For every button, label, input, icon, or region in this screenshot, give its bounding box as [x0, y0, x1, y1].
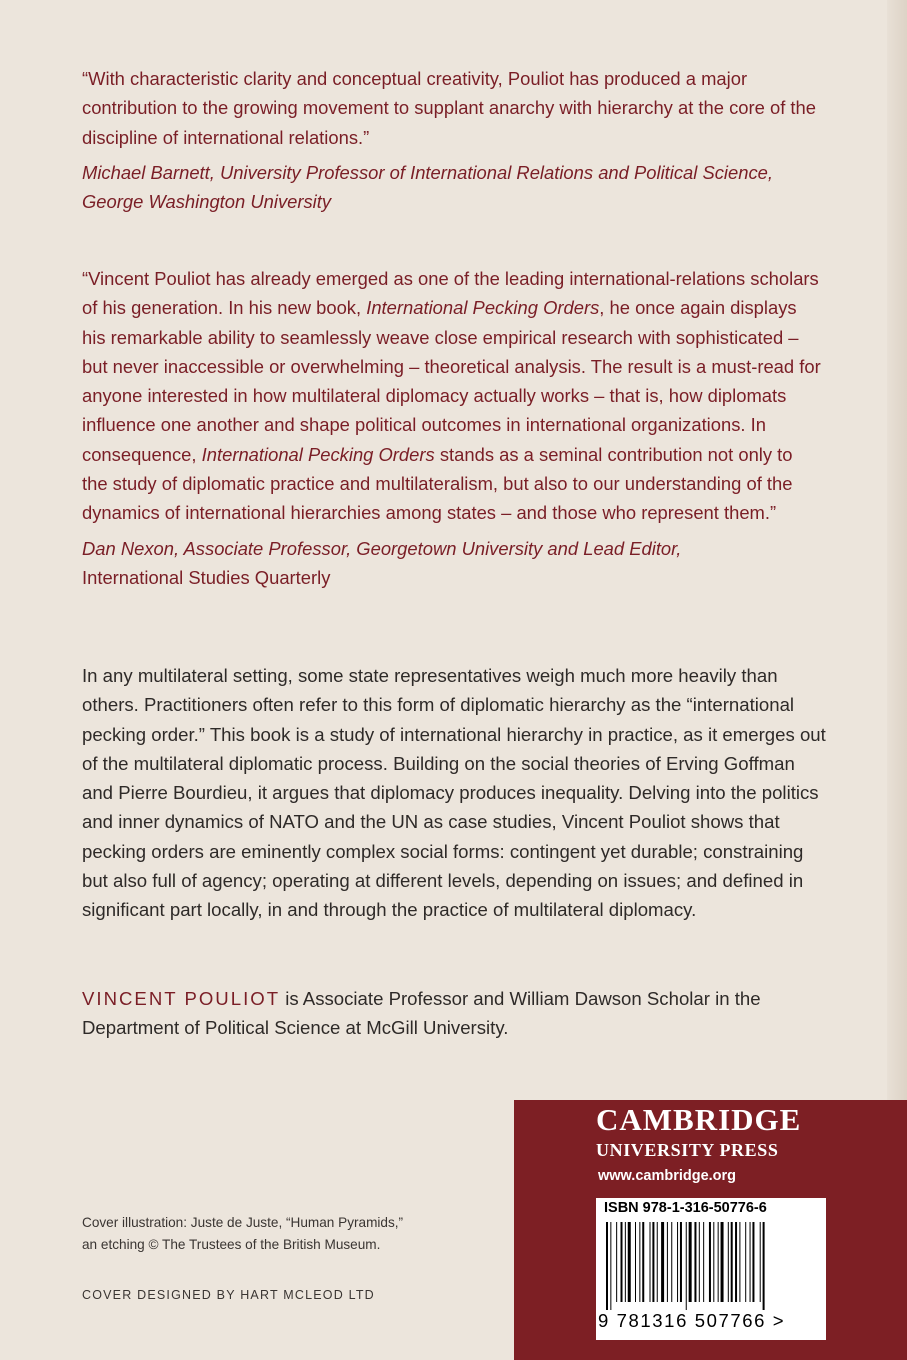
barcode-bar	[689, 1222, 692, 1302]
barcode-bar	[703, 1222, 704, 1302]
endorsement-2	[82, 264, 822, 592]
barcode-bar	[639, 1222, 640, 1302]
barcode-bar	[760, 1222, 761, 1302]
cover-illustration-credit: Cover illustration: Juste de Juste, “Human Pyramids,” an etching © The Trustees of the British Museum.	[82, 1215, 404, 1252]
barcode-bar	[625, 1222, 626, 1302]
barcode-bar	[713, 1222, 714, 1302]
barcode-bar	[739, 1222, 740, 1302]
endorsement-1	[82, 64, 822, 216]
barcode-bar	[677, 1222, 678, 1302]
cover-designer-credit: COVER DESIGNED BY HART MCLEOD LTD	[82, 1288, 375, 1302]
barcode-bar	[694, 1222, 696, 1302]
barcode-bar	[661, 1222, 664, 1302]
barcode-bar	[718, 1222, 719, 1302]
barcode-bar	[709, 1222, 711, 1302]
barcode-bar	[752, 1222, 754, 1302]
barcode-digits: 9 781316 507766 >	[598, 1310, 786, 1331]
author-name: VINCENT POULIOT	[82, 988, 281, 1009]
book-description: In any multilateral setting, some state representatives weigh much more heavily than others. Practitioners often refer to this form of diplomatic hierarchy as the “international pecking order.” This book is a study of international hierarchy in practice, as it emerges out of the multilateral diplomatic process. Building on the social theories of Erving Goffman and Pierre Bourdieu, it argues that diplomacy produces inequality. Delving into the politics and inner dynamics of NATO and the UN as case studies, Vincent Pouliot shows that pecking orders are eminently complex social forms: contingent yet durable; constraining but also full of agency; operating at different levels, depending on issues; and defined in significant part locally, in and through the practice of multilateral diplomacy.	[82, 665, 826, 921]
barcode-bar	[728, 1222, 729, 1302]
barcode-bar	[745, 1222, 746, 1302]
barcode-bar	[616, 1222, 617, 1302]
barcode-bar	[667, 1222, 668, 1302]
barcode-bar	[642, 1222, 644, 1302]
endorsement-attribution: Dan Nexon, Associate Professor, Georgetown University and Lead Editor, International Studies Quarterly	[82, 537, 682, 588]
endorsement-attribution: Michael Barnett, University Professor of International Relations and Political Science, George Washington University	[82, 161, 774, 213]
barcode-bar	[686, 1222, 687, 1310]
barcode-bar	[750, 1222, 751, 1302]
endorsement-quote: “Vincent Pouliot has already emerged as one of the leading international-relations scholars of his generation. In his new book, International Pecking Orders, he once again displays his remarkable ability to seamlessly weave close empirical research with sophisticated – but never inaccessible or overwhelming – theoretical analysis. The result is a must-read for anyone interested in how multilateral diplomacy actually works – that is, how diplomats influence one another and shape political outcomes in international organizations. In consequence, International Pecking Orders stands as a seminal contribution not only to the study of diplomatic practice and multilateralism, but also to our understanding of the dynamics of international hierarchies among states – and those who represent them.”	[82, 268, 821, 524]
barcode-bar	[699, 1222, 700, 1302]
author-bio: VINCENT POULIOT is Associate Professor and William Dawson Scholar in the Department of Political Science at McGill University.	[82, 988, 761, 1039]
barcode-bar	[671, 1222, 672, 1302]
barcode-bar	[650, 1222, 651, 1302]
barcode-bars	[606, 1222, 816, 1310]
barcode-bar	[610, 1222, 611, 1310]
publisher-name: CAMBRIDGE	[596, 1102, 802, 1137]
barcode-bar	[635, 1222, 636, 1302]
publisher-block	[514, 1100, 907, 1360]
barcode-bar	[657, 1222, 658, 1302]
barcode-bar	[621, 1222, 623, 1302]
barcode-bar	[763, 1222, 765, 1310]
isbn-barcode	[596, 1198, 826, 1340]
barcode-bar	[652, 1222, 654, 1302]
barcode-bar	[735, 1222, 737, 1302]
endorsement-quote: “With characteristic clarity and conceptual creativity, Pouliot has produced a major contribution to the growing movement to supplant anarchy with hierarchy at the core of the discipline of international relations.”	[82, 68, 816, 148]
publisher-url: www.cambridge.org	[598, 1168, 737, 1184]
barcode-bar	[731, 1222, 733, 1302]
isbn-label: ISBN 978-1-316-50776-6	[604, 1200, 767, 1216]
publisher-subtitle: UNIVERSITY PRESS	[596, 1140, 779, 1160]
barcode-bar	[680, 1222, 682, 1302]
barcode-bar	[606, 1222, 608, 1310]
barcode-bar	[628, 1222, 631, 1302]
barcode-bar	[721, 1222, 724, 1302]
